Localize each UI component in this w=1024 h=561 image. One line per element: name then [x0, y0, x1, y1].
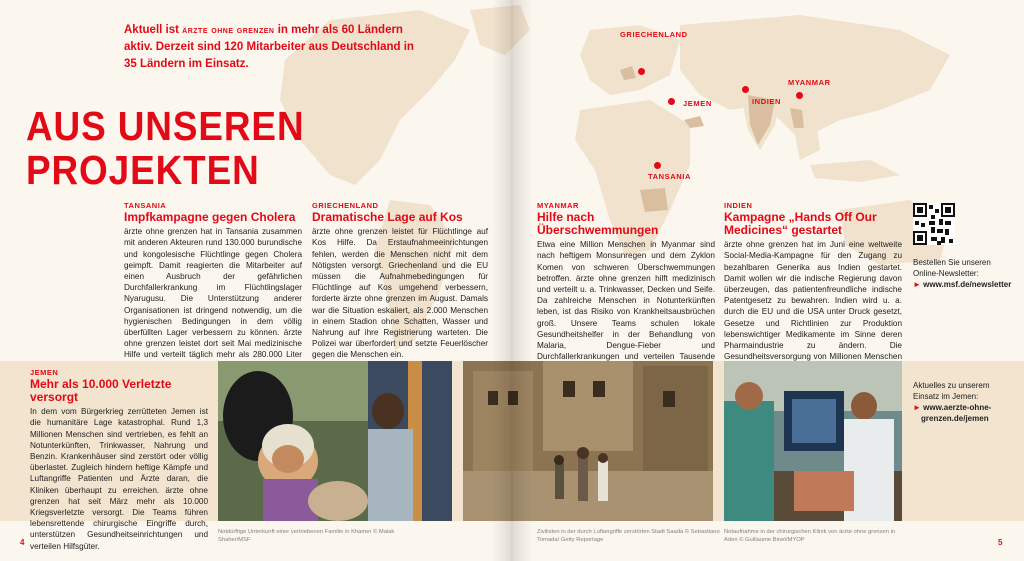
map-dot-tansania: [654, 162, 661, 169]
article-body: ärzte ohne grenzen hat in Tansania zusammen mit anderen Akteuren rund 130.000 burundische und kongolesische Flüchtlinge gegen Cholera geimpft. Damit reagierten die Mitarbeiter auf einen Ausbruch der gefährlichen Durchfallerkrankung im Flüchtlingslager Nyarugusu. Die Unterstützung anderer Organisationen ist dringend notwendig, um die hygienischen Bedingungen in dem völlig überfüllten Lager verbessern zu können. ärzte ohne grenzen leistet dort seit Mai medizinische Hilfe und verteilt täglich mehr als 280.000 Liter: [124, 227, 302, 360]
article-region: GRIECHENLAND: [312, 201, 379, 210]
page-number-left: 4: [20, 538, 25, 547]
article-headline: Hilfe nach Überschwemmungen: [537, 210, 659, 238]
map-label-indien: INDIEN: [752, 97, 782, 106]
map-label-myanmar: MYANMAR: [788, 78, 831, 87]
map-dot-myanmar: [796, 92, 803, 99]
article-headline: Dramatische Lage auf Kos: [312, 210, 463, 225]
map-dot-indien: [742, 86, 749, 93]
map-dot-jemen: [668, 98, 675, 105]
jemen-link-line1[interactable]: www.aerzte-ohne-: [923, 403, 992, 412]
article-body: Etwa eine Million Menschen in Myanmar sind nach heftigem Monsunregen und dem Zyklon Komen von schweren Überschwemmungen betroffen. ärzte ohne grenzen hilft medizinisch und verteilt u. a. Trinkwasser, Decken und Seife. Da zahlreiche Menschen in Notunterkünften leben, ist das Risiko von Krankheitsausbrüchen groß. Unsere Teams schulen lokale Gesundheitshelfer in der Behandlung von Malaria, Dengue-Fieber und Durchfallerkrankungen und verteilen Tausende: [537, 240, 715, 362]
photo-family-khamer: [218, 361, 452, 521]
jemen-link-line2[interactable]: grenzen.de/jemen: [921, 414, 989, 423]
jemen-link-promo: Aktuelles zu unserem Einsatz im Jemen: ► www.aerzte-ohne- grenzen.de/jemen: [913, 381, 992, 423]
photo-aden-hospital: [724, 361, 902, 521]
article-body: ärzte ohne grenzen leistet für Flüchtlinge auf Kos Hilfe. Da Erstaufnahmeeinrichtungen fehlen, werden die Menschen nicht mit dem Nötigsten versorgt. Griechenland und die EU müssen die Aufnahmebedingungen für Flüchtlinge auf Kos umgehend verbessern, forderte ärzte ohne grenzen im August. Damals war die Situation eskaliert, als 2.000 Menschen in einem Stadion ohne Schatten, Wasser und Nahrung auf ihre Registrierung warteten. Die Polizei war überfordert und setzte Feuerlöscher gegen die Menschen ein.: [312, 227, 488, 360]
article-myanmar: [537, 200, 715, 374]
newsletter-link[interactable]: www.msf.de/newsletter: [923, 280, 1012, 289]
caption-photo-2: Zivilisten in der durch Luftangriffe zerstörten Stadt Saada © Sebastiano Tomada/ Getty Reportage: [537, 529, 720, 543]
article-griechenland: [312, 200, 488, 361]
article-region: INDIEN: [724, 201, 753, 210]
map-label-griechenland: GRIECHENLAND: [620, 30, 688, 39]
article-region: MYANMAR: [537, 201, 579, 210]
caption-photo-3: Notaufnahme in der chirurgischen Klinik von ärzte ohne grenzen in Aden © Guillaume Binet/MYOP: [724, 529, 896, 543]
article-region: TANSANIA: [124, 201, 167, 210]
map-label-tansania: TANSANIA: [648, 172, 691, 181]
page-number-right: 5: [998, 538, 1003, 547]
caption-photo-1: Notdürftige Unterkunft einer vertriebenen Familie in Khamer © Malak Shaher/MSF: [218, 529, 395, 543]
org-name: ärzte ohne grenzen: [182, 25, 275, 36]
article-jemen: [30, 367, 208, 552]
article-region: JEMEN: [30, 368, 59, 377]
map-dot-griechenland: [638, 68, 645, 75]
article-headline: Kampagne „Hands Off Our Medicines“ gestartet: [724, 210, 877, 238]
article-headline: Impfkampagne gegen Cholera: [124, 210, 296, 225]
arrow-icon: ►: [913, 280, 921, 289]
arrow-icon: ►: [913, 403, 921, 412]
map-label-jemen: JEMEN: [683, 99, 712, 108]
article-body: In dem vom Bürgerkrieg zerrütteten Jemen ist die humanitäre Lage katastrophal. Rund 1,3 Millionen Menschen sind vertrieben, es fehlt an Notunterkünften, Trinkwasser, Nahrung und Benzin. Krankenhäuser sind zerstört oder völlig überlastet. Zugleich hindern heftige Kämpfe und Luftangriffe Patienten und Ärzte daran, die Kliniken überhaupt zu erreichen. ärzte ohne grenzen hat seit März mehr als 10.000 Kriegsverletzte versorgt. Die Teams führen lebensrettende chirurgische Eingriffe durch, unterstützen Gesundheitseinrichtungen und verteilen Hilfsgüter.: [30, 407, 208, 551]
book-gutter: [492, 0, 532, 561]
intro-text: Aktuell ist ärzte ohne grenzen in mehr als 60 Ländern aktiv. Derzeit sind 120 Mitarbeiter aus Deutschland in 35 Ländern im Einsatz.: [124, 24, 414, 70]
article-tansania: [124, 200, 302, 372]
page-title: AUS UNSEREN PROJEKTEN: [26, 103, 305, 193]
article-headline: Mehr als 10.000 Verletzte versorgt: [30, 377, 172, 405]
article-body: ärzte ohne grenzen hat im Juni eine weltweite Social-Media-Kampagne für den Zugang zu bezahlbaren Generika aus Indien gestartet. Damit wollen wir die indische Regierung davon überzeugen, das patientenfreundliche indische Patentgesetz zu bewahren. Indien wird u. a. durch die EU und die USA unter Druck gesetzt, Gesetze und Richtlinien zur Produktion lebenswichtiger Medikamente im Sinne deren Pharmaindustrie zu ändern. Die Gesundheitsversorgung von Millionen Menschen: [724, 240, 902, 362]
article-indien: [724, 200, 902, 374]
newsletter-promo: Bestellen Sie unseren Online-Newsletter: ► www.msf.de/newsletter: [913, 258, 1012, 289]
qr-code-icon[interactable]: [913, 203, 955, 245]
